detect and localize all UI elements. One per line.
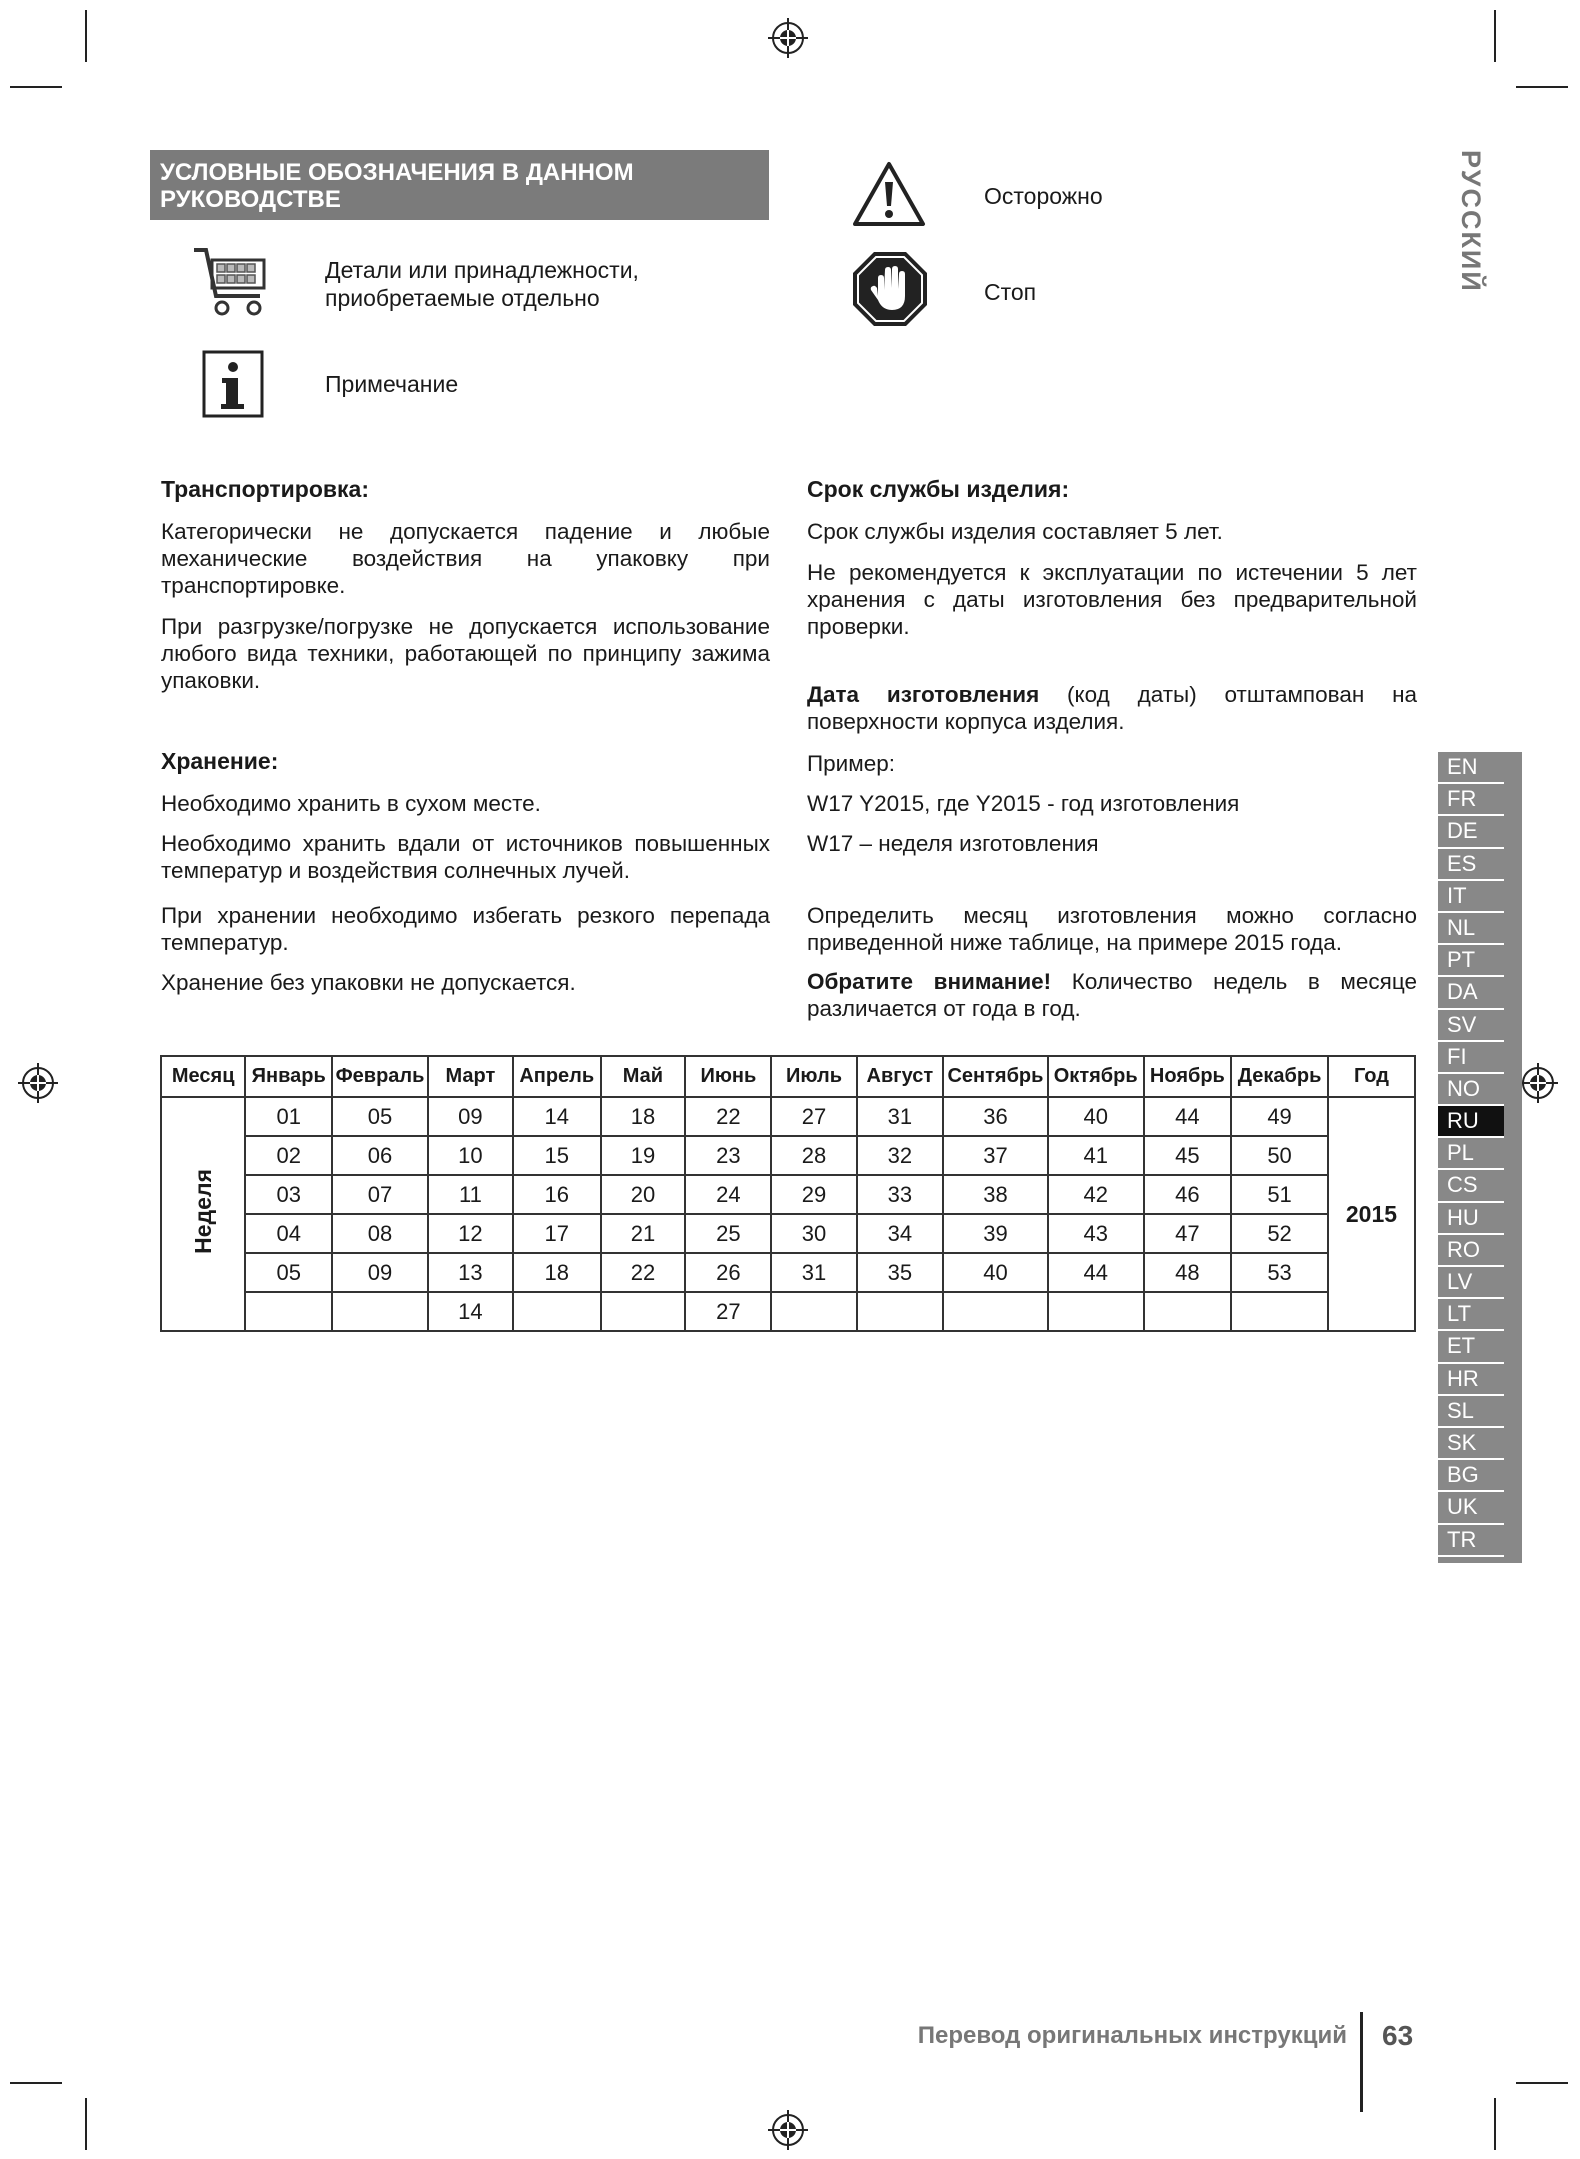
lifetime-paragraph: Определить месяц изготовления можно согласно приведенной ниже таблице, на примере 2015 года.: [807, 903, 1417, 955]
week-cell: 11: [428, 1175, 513, 1214]
week-cell: 42: [1048, 1175, 1144, 1214]
month-name: Октябрь: [1048, 1056, 1144, 1097]
week-cell: 20: [601, 1175, 686, 1214]
week-cell: 29: [771, 1175, 856, 1214]
legend-stop-label: Стоп: [984, 279, 1037, 305]
language-tab-lv[interactable]: LV: [1438, 1267, 1504, 1299]
week-cell: 12: [428, 1214, 513, 1253]
lifetime-title: Срок службы изделия:: [807, 476, 1070, 502]
month-name: Декабрь: [1231, 1056, 1328, 1097]
week-cell: 03: [245, 1175, 332, 1214]
caution-triangle-icon: [851, 160, 927, 228]
section-heading: УСЛОВНЫЕ ОБОЗНАЧЕНИЯ В ДАННОМ РУКОВОДСТВЕ: [150, 150, 769, 220]
language-tab-de[interactable]: DE: [1438, 816, 1504, 848]
table-row: [161, 1097, 1415, 1136]
week-cell: 07: [332, 1175, 428, 1214]
table-row: [161, 1214, 1415, 1253]
date-paragraph: [807, 681, 1417, 735]
example-line: W17 Y2015, где Y2015 - год изготовления: [807, 791, 1240, 816]
week-cell: [943, 1292, 1048, 1331]
registration-mark-icon: [16, 1061, 60, 1105]
month-name: Май: [601, 1056, 686, 1097]
date-rest: (код даты) отштампован на поверхности корпуса изделия.: [807, 682, 1418, 734]
language-tab-da[interactable]: DA: [1438, 977, 1504, 1009]
week-cell: 47: [1144, 1214, 1232, 1253]
language-tab-bg[interactable]: BG: [1438, 1460, 1504, 1492]
week-cell: 27: [771, 1097, 856, 1136]
month-name: Январь: [245, 1056, 332, 1097]
week-label-cell: [161, 1097, 245, 1331]
week-cell: [601, 1292, 686, 1331]
example-line: W17 – неделя изготовления: [807, 831, 1099, 856]
week-cell: 38: [943, 1175, 1048, 1214]
crop-mark: [1516, 86, 1568, 88]
lifetime-paragraph: Не рекомендуется к эксплуатации по истечении 5 лет хранения с даты изготовления без предварительной проверки.: [807, 560, 1417, 639]
registration-mark-icon: [766, 2108, 810, 2152]
shopping-cart-icon: [190, 244, 272, 322]
week-cell: 39: [943, 1214, 1048, 1253]
week-cell: 04: [245, 1214, 332, 1253]
footer-text: Перевод оригинальных инструкций: [917, 2022, 1347, 2049]
year-header: Год: [1328, 1056, 1415, 1097]
week-cell: 22: [601, 1253, 686, 1292]
lifetime-paragraph: Срок службы изделия составляет 5 лет.: [807, 519, 1223, 544]
week-cell: 19: [601, 1136, 686, 1175]
attention-rest: Количество недель в месяце различается от года в год.: [807, 969, 1417, 1021]
side-language-title: РУССКИЙ: [1456, 150, 1486, 293]
week-cell: 16: [513, 1175, 601, 1214]
registration-mark-icon: [766, 16, 810, 60]
month-name: Ноябрь: [1144, 1056, 1232, 1097]
date-bold: Дата изготовления: [807, 682, 1040, 707]
language-tab-lt[interactable]: LT: [1438, 1299, 1504, 1331]
storage-paragraph: Необходимо хранить вдали от источников повышенных температур и воздействия солнечных лучей.: [161, 831, 770, 883]
week-cell: 09: [332, 1253, 428, 1292]
table-row: [161, 1175, 1415, 1214]
week-cell: 49: [1231, 1097, 1328, 1136]
page-number: 63: [1382, 2020, 1414, 2051]
legend-note-label: Примечание: [325, 371, 459, 397]
week-cell: 43: [1048, 1214, 1144, 1253]
language-tab-no[interactable]: NO: [1438, 1074, 1504, 1106]
language-tab-hr[interactable]: HR: [1438, 1364, 1504, 1396]
language-tab-en[interactable]: EN: [1438, 752, 1504, 784]
attention-paragraph: [807, 968, 1417, 1022]
week-cell: 02: [245, 1136, 332, 1175]
week-cell: 40: [1048, 1097, 1144, 1136]
week-cell: 52: [1231, 1214, 1328, 1253]
week-cell: 31: [857, 1097, 943, 1136]
week-cell: 05: [332, 1097, 428, 1136]
week-cell: 27: [685, 1292, 771, 1331]
info-icon: [202, 350, 264, 418]
week-cell: 31: [771, 1253, 856, 1292]
registration-mark-icon: [1516, 1061, 1560, 1105]
crop-mark: [10, 2082, 62, 2084]
week-cell: 26: [685, 1253, 771, 1292]
crop-mark: [1494, 10, 1496, 62]
week-cell: [1048, 1292, 1144, 1331]
week-cell: 44: [1144, 1097, 1232, 1136]
week-cell: [857, 1292, 943, 1331]
year-cell: 2015: [1328, 1097, 1415, 1331]
week-cell: 17: [513, 1214, 601, 1253]
language-tab-fr[interactable]: FR: [1438, 784, 1504, 816]
week-cell: 18: [601, 1097, 686, 1136]
language-tab-et[interactable]: ET: [1438, 1331, 1504, 1363]
week-cell: 51: [1231, 1175, 1328, 1214]
week-cell: 14: [513, 1097, 601, 1136]
transport-paragraph: При разгрузке/погрузке не допускается использование любого вида техники, работающей по принципу зажима упаковки.: [161, 614, 770, 693]
table-row: [161, 1136, 1415, 1175]
language-tabs: [1438, 752, 1522, 1563]
week-cell: 06: [332, 1136, 428, 1175]
language-tab-it[interactable]: IT: [1438, 881, 1504, 913]
crop-mark: [85, 2098, 87, 2150]
language-tab-cs[interactable]: CS: [1438, 1170, 1504, 1202]
legend-cart-label: Детали или принадлежности, приобретаемые отдельно: [325, 257, 639, 311]
crop-mark: [1516, 2082, 1568, 2084]
transport-title: Транспортировка:: [161, 476, 369, 502]
language-tab-ro[interactable]: RO: [1438, 1235, 1504, 1267]
week-cell: [245, 1292, 332, 1331]
week-label: Неделя: [189, 1168, 216, 1254]
week-cell: 01: [245, 1097, 332, 1136]
storage-paragraph: При хранении необходимо избегать резкого перепада температур.: [161, 903, 770, 955]
week-cell: [1231, 1292, 1328, 1331]
transport-paragraph: Категорически не допускается падение и любые механические воздействия на упаковку при транспортировке.: [161, 519, 770, 598]
week-cell: 28: [771, 1136, 856, 1175]
week-cell: 44: [1048, 1253, 1144, 1292]
language-tab-sk[interactable]: SK: [1438, 1428, 1504, 1460]
language-tab-hu[interactable]: HU: [1438, 1203, 1504, 1235]
week-cell: [771, 1292, 856, 1331]
month-name: Март: [428, 1056, 513, 1097]
month-name: Август: [857, 1056, 943, 1097]
week-cell: [332, 1292, 428, 1331]
storage-paragraph: Хранение без упаковки не допускается.: [161, 970, 576, 995]
stop-hand-icon: [851, 250, 929, 328]
crop-mark: [85, 10, 87, 62]
week-cell: 13: [428, 1253, 513, 1292]
week-cell: 36: [943, 1097, 1048, 1136]
month-name: Февраль: [332, 1056, 428, 1097]
week-cell: 45: [1144, 1136, 1232, 1175]
month-name: Апрель: [513, 1056, 601, 1097]
language-tab-pl[interactable]: PL: [1438, 1138, 1504, 1170]
week-cell: 35: [857, 1253, 943, 1292]
language-tab-uk[interactable]: UK: [1438, 1492, 1504, 1524]
week-cell: 41: [1048, 1136, 1144, 1175]
week-cell: 14: [428, 1292, 513, 1331]
week-cell: 15: [513, 1136, 601, 1175]
language-tab-tr[interactable]: TR: [1438, 1525, 1504, 1557]
week-cell: [513, 1292, 601, 1331]
week-cell: 30: [771, 1214, 856, 1253]
week-cell: 18: [513, 1253, 601, 1292]
crop-mark: [1494, 2098, 1496, 2150]
language-tab-fi[interactable]: FI: [1438, 1042, 1504, 1074]
week-cell: 24: [685, 1175, 771, 1214]
week-cell: 23: [685, 1136, 771, 1175]
month-name: Июнь: [685, 1056, 771, 1097]
week-cell: 10: [428, 1136, 513, 1175]
footer-divider: [1360, 2012, 1363, 2112]
month-name: Сентябрь: [943, 1056, 1048, 1097]
week-cell: 09: [428, 1097, 513, 1136]
month-header: Месяц: [161, 1056, 245, 1097]
week-cell: 25: [685, 1214, 771, 1253]
legend-caution-label: Осторожно: [984, 183, 1103, 209]
week-cell: 08: [332, 1214, 428, 1253]
week-cell: 32: [857, 1136, 943, 1175]
table-header-row: [161, 1056, 1415, 1097]
week-cell: 05: [245, 1253, 332, 1292]
language-tab-ru[interactable]: RU: [1438, 1106, 1504, 1138]
language-tab-es[interactable]: ES: [1438, 849, 1504, 881]
week-month-table: [160, 1055, 1416, 1332]
language-tab-nl[interactable]: NL: [1438, 913, 1504, 945]
week-cell: 46: [1144, 1175, 1232, 1214]
storage-paragraph: Необходимо хранить в сухом месте.: [161, 791, 541, 816]
month-name: Июль: [771, 1056, 856, 1097]
language-tab-pt[interactable]: PT: [1438, 945, 1504, 977]
language-tab-sv[interactable]: SV: [1438, 1010, 1504, 1042]
table-row: [161, 1253, 1415, 1292]
week-cell: 22: [685, 1097, 771, 1136]
week-cell: 33: [857, 1175, 943, 1214]
week-cell: 48: [1144, 1253, 1232, 1292]
week-cell: 40: [943, 1253, 1048, 1292]
week-cell: 34: [857, 1214, 943, 1253]
week-cell: [1144, 1292, 1232, 1331]
table-row: [161, 1292, 1415, 1331]
crop-mark: [10, 86, 62, 88]
attention-bold: Обратите внимание!: [807, 969, 1052, 994]
week-cell: 53: [1231, 1253, 1328, 1292]
example-label: Пример:: [807, 751, 896, 776]
language-tab-sl[interactable]: SL: [1438, 1396, 1504, 1428]
week-cell: 37: [943, 1136, 1048, 1175]
storage-title: Хранение:: [161, 748, 279, 774]
week-cell: 50: [1231, 1136, 1328, 1175]
week-cell: 21: [601, 1214, 686, 1253]
